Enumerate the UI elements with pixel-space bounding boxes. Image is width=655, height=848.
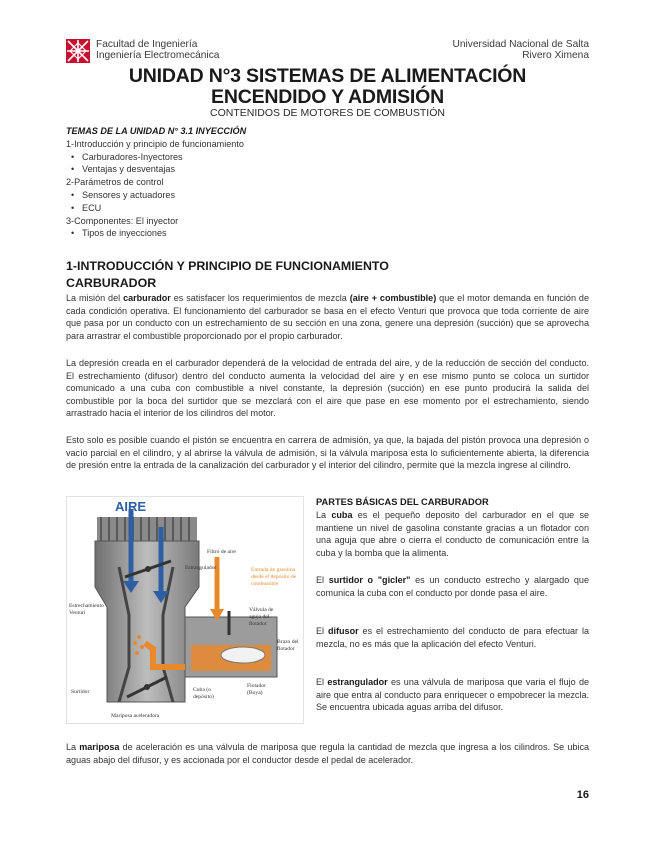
text-run: El — [316, 677, 328, 687]
diagram-label-valvula-1: Válvula de — [249, 607, 274, 613]
topic-subitem: • Tipos de inyecciones — [66, 227, 466, 240]
diagram-label-filtro: Filtro de aire — [207, 549, 236, 555]
diagram-label-valvula-3: flotador — [249, 621, 267, 627]
topic-subitem: • Carburadores-Inyectores — [66, 151, 466, 164]
parts-estrangulador — [316, 676, 589, 714]
text-run: es un conducto estrecho y alargado que comunica la cuba con el conducto por donde pasa el aire. — [316, 575, 589, 598]
author-name: Rivero Ximena — [522, 50, 589, 61]
diagram-label-brazo-1: Brazo del — [277, 639, 299, 645]
topic-item: 3-Componentes: El inyector — [66, 215, 179, 226]
unit-title-line1: UNIDAD N°3 SISTEMAS DE ALIMENTACIÓN — [128, 65, 527, 87]
diagram-label-valvula-2: aguja del — [249, 614, 270, 620]
page-number: 16 — [576, 789, 589, 801]
faculty-name: Facultad de Ingeniería — [96, 39, 198, 50]
bold-term: estrangulador — [327, 677, 388, 687]
topic-subitem: • Sensores y actuadores — [66, 189, 466, 202]
parts-difusor — [316, 625, 589, 650]
diagram-label-cuba-1: Cuba (o — [193, 687, 211, 693]
paragraph-depresion: La depresión creada en el carburador dependerá de la velocidad de entrada del aire, y de la reducción de sección del conducto. El estrechamiento (difusor) dentro del conducto aumenta la velocidad del aire y en ese mismo punto se coloca un surtidor comunicado a una cuba con combustible a nivel constante, la depresión (succión) en ese punto producirá la salida del combustible por la boca del surtidor que se mezclará con el aire que pase en ese momento por el estrechamiento, siendo arrastrado hacia el interior de los cilindros del motor. — [66, 358, 589, 419]
topics-heading: TEMAS DE LA UNIDAD N° 3.1 INYECCIÓN — [66, 126, 247, 136]
topics-list — [66, 125, 466, 240]
topic-item: 1-Introducción y principio de funcionamiento — [66, 138, 244, 149]
text-run: es el estrechamiento del conducto de para efectuar la mezcla, no es más que la aplicación del efecto Venturi. — [316, 626, 590, 649]
carburetor-body-shape — [95, 541, 199, 702]
text-run: La — [316, 510, 332, 520]
parts-cuba — [316, 509, 589, 559]
parts-surtidor — [316, 574, 589, 599]
university-logo-icon — [66, 39, 90, 63]
diagram-label-flotador-2: (Boya) — [247, 690, 263, 696]
text-run: de aceleración es una válvula de mariposa que regula la cantidad de mezcla que ingresa a los cilindros. Se ubica aguas abajo del difusor, y es accionada por el conductor desde el pedal de acelerador. — [66, 742, 589, 765]
text-run: La — [66, 742, 80, 752]
career-name: Ingeniería Electromecánica — [96, 50, 220, 61]
carburetor-diagram — [66, 496, 304, 724]
university-name: Universidad Nacional de Salta — [452, 39, 589, 50]
diagram-label-estrechamiento-1: Estrechamiento — [69, 603, 104, 609]
paragraph-carburador-mision — [66, 292, 589, 342]
text-run: es el pequeño deposito del carburador en el que se mantiene un nivel de gasolina constante gracias a un flotador con una aguja que abre o cierra el conducto de comunicación entre la cuba y la bomba que la alimenta. — [316, 510, 590, 558]
bold-term: surtidor o "gicler" — [328, 575, 411, 585]
section-heading: 1-INTRODUCCIÓN Y PRINCIPIO DE FUNCIONAMIENTO — [66, 259, 389, 273]
bold-term: cuba — [331, 510, 353, 520]
text-run: El — [316, 626, 328, 636]
bold-term: difusor — [327, 626, 359, 636]
text-run: que el motor demanda en función de cada condición operativa. El funcionamiento del carburador se basa en el efecto Venturi que provoca que toda corriente de aire que pasa por un conducto con un estrechamiento de su sección en una zona, genere una depresión (succión) que se aprovecha para arrastrar el combustible proporcionado por el propio carburador. — [66, 293, 589, 341]
diagram-label-mariposa: Mariposa aceleradora — [111, 713, 160, 719]
diagram-label-cuba-2: depósito) — [193, 694, 214, 700]
diagram-label-entrada-1: Entrada de gasolina — [251, 567, 296, 573]
unit-title — [66, 66, 589, 108]
paragraph-piston: Esto solo es posible cuando el pistón se encuentra en carrera de admisión, ya que, la bajada del pistón provoca una depresión o vacío parcial en el cilindro, y al abrirse la válvula de admisión, si la válvula mariposa esta lo suficientemente abierta, la diferencia de presión entre la entrada de la canalización del carburador y el interior del cilindro, permite que la mezcla ingrese al cilindro. — [66, 435, 589, 471]
unit-title-line2: ENCENDIDO Y ADMISIÓN — [211, 86, 444, 108]
parts-heading: PARTES BÁSICAS DEL CARBURADOR — [316, 497, 489, 507]
carburetor-illustration — [67, 497, 303, 723]
diagram-label-estrechamiento-2: Venturi — [69, 610, 86, 616]
diagram-label-surtidor: Surtidor — [71, 689, 90, 695]
air-label: AIRE — [115, 499, 147, 514]
diagram-label-flotador-1: Flotador — [247, 683, 266, 689]
text-run: El — [316, 575, 329, 585]
text-run: La misión del — [66, 293, 124, 303]
bold-term: (aire + combustible) — [349, 293, 437, 303]
topic-subitem: • ECU — [66, 202, 466, 215]
bold-term: mariposa — [79, 742, 120, 752]
faculty-block — [96, 39, 219, 61]
diagram-label-entrada-2: desde el depósito de — [251, 574, 297, 580]
topic-item: 2-Parámetros de control — [66, 177, 164, 188]
text-run: es una válvula de mariposa que varia el flujo de aire que entra al conducto para enriquecer o empobrecer la mezcla. Se encuentra ubicada aguas arriba del difusor. — [316, 677, 590, 713]
bold-term: carburador — [123, 293, 171, 303]
subsection-heading: CARBURADOR — [66, 276, 157, 290]
diagram-label-entrada-3: combustible — [251, 581, 279, 587]
unit-subtitle: CONTENIDOS DE MOTORES DE COMBUSTIÓN — [210, 107, 445, 119]
page-header — [66, 39, 589, 65]
diagram-label-brazo-2: flotador — [277, 646, 295, 652]
topic-subitem: • Ventajas y desventajas — [66, 163, 466, 176]
text-run: es satisfacer los requerimientos de mezcla — [170, 293, 350, 303]
university-block — [453, 39, 589, 61]
paragraph-mariposa — [66, 741, 589, 766]
diagram-label-estrangulador: Estrangulador — [185, 565, 217, 571]
